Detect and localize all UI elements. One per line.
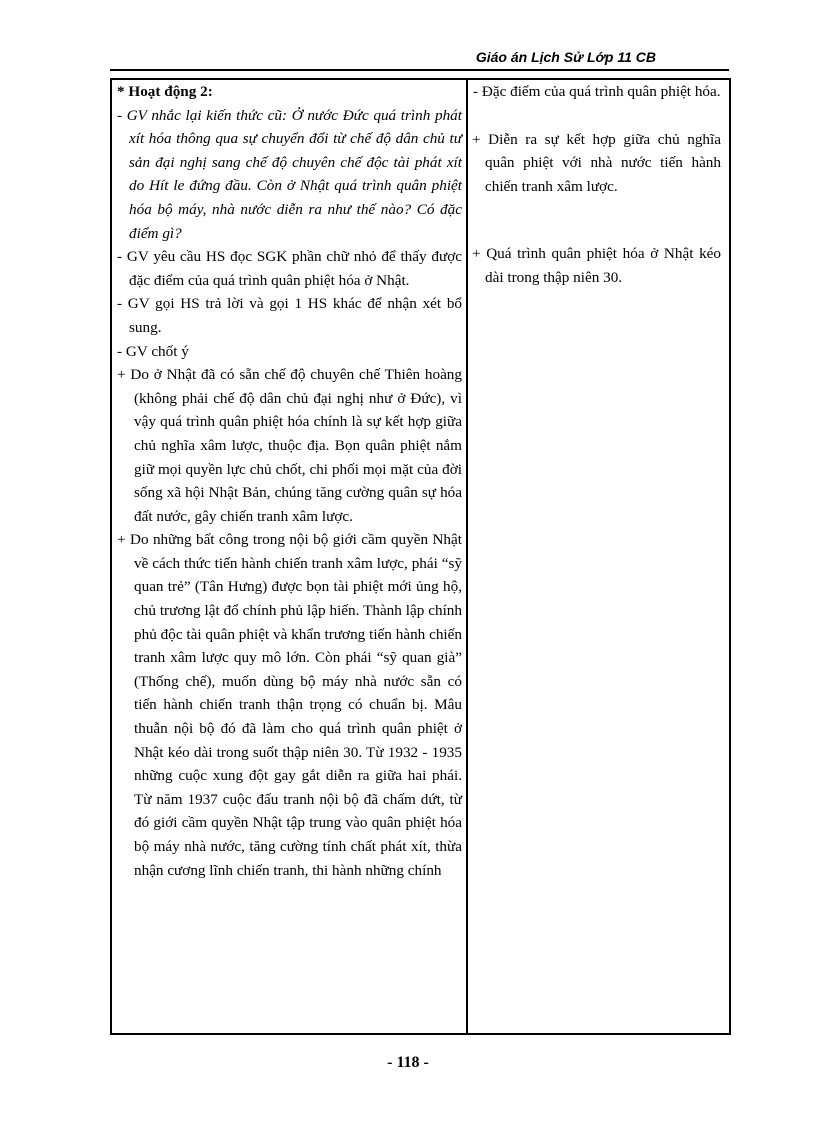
- spacer: [468, 220, 729, 242]
- answer-instruction-paragraph: - GV gọi HS trả lời và gọi 1 HS khác để nhận xét bổ sung.: [117, 295, 462, 336]
- activity-heading: * Hoạt động 2:: [117, 83, 213, 100]
- reading-instruction-paragraph: - GV yêu cầu HS đọc SGK phần chữ nhỏ để thấy được đặc điểm của quá trình quân phiệt hóa ở Nhật.: [117, 248, 462, 289]
- conclusion-point-1: + Do ở Nhật đã có sẵn chế độ chuyên chế Thiên hoàng (không phải chế độ dân chủ đại nghị như ở Đức), vì vậy quá trình quân phiệt hóa chính là sự kết hợp giữa chủ nghĩa xâm lược, thuộc địa. Bọn quân phiệt nắm giữ mọi quyền lực chủ chốt, chi phối mọi mặt của đời sống xã hội Nhật Bản, chúng tăng cường quân sự hóa đất nước, gây chiến tranh xâm lược.: [117, 366, 462, 525]
- conclusion-point-2: + Do những bất công trong nội bộ giới cầm quyền Nhật về cách thức tiến hành chiến tranh xâm lược, phái “sỹ quan trẻ” (Tân Hưng) được bọn tài phiệt mới ủng hộ, chủ trương lật đổ chính phủ lập hiến. Thành lập chính phủ độc tài quân phiệt và khẩn trương tiến hành chiến tranh xâm lược quy mô lớn. Còn phái “sỹ quan già” (Thống chế), muốn dùng bộ máy nhà nước sẵn có tiến hành chiến tranh thận trọng có chuẩn bị. Mâu thuẫn nội bộ đó đã làm cho quá trình quân phiệt ở Nhật kéo dài trong suốt thập niên 30. Từ 1932 - 1935 những cuộc xung đột gay gắt diễn ra giữa hai phái. Từ năm 1937 cuộc đấu tranh nội bộ đã chấm dứt, từ đó giới cầm quyền Nhật tập trung vào quân phiệt hóa bộ máy nhà nước, tăng cường tính chất phát xít, thừa nhận cương lĩnh chiến tranh, thi hành những chính: [117, 531, 462, 879]
- knowledge-heading: - Đặc điểm của quá trình quân phiệt hóa.: [473, 83, 721, 100]
- table-row: [111, 79, 730, 1034]
- page-number: - 118 -: [387, 1054, 429, 1071]
- teacher-activity-cell: [111, 79, 467, 1034]
- key-knowledge-cell: [467, 79, 730, 1034]
- spacer: [468, 104, 729, 128]
- header-rule: [110, 69, 729, 71]
- knowledge-point-1: + Diễn ra sự kết hợp giữa chủ nghĩa quân phiệt với nhà nước tiến hành chiến tranh xâm lược.: [472, 130, 721, 195]
- knowledge-point-2: + Quá trình quân phiệt hóa ở Nhật kéo dài trong thập niên 30.: [472, 245, 721, 286]
- teacher-question-paragraph: - GV nhắc lại kiến thức cũ: Ở nước Đức quá trình phát xít hóa thông qua sự chuyển đổi từ chế độ dân chủ tư sản đại nghị sang chế độ chuyên chế độc tài phát xít do Hít le đứng đầu. Còn ở Nhật quá trình quân phiệt hóa bộ máy, nhà nước diễn ra như thế nào? Có đặc điểm gì?: [117, 106, 462, 242]
- document-header-title: Giáo án Lịch Sử Lớp 11 CB: [475, 49, 656, 65]
- conclusion-label: - GV chốt ý: [117, 342, 189, 360]
- spacer: [468, 198, 729, 220]
- lesson-table: [110, 78, 731, 1035]
